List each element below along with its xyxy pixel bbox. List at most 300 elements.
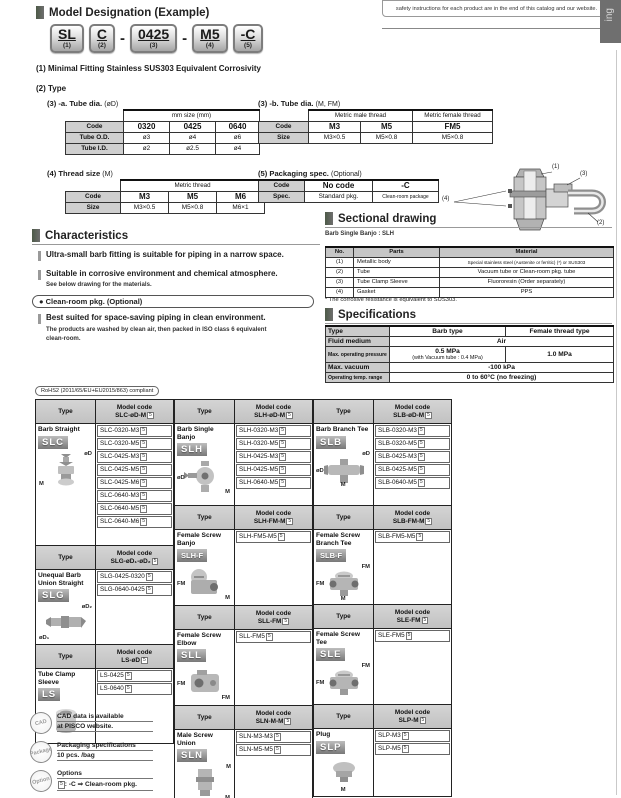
option-5-marker: 5 (421, 716, 425, 723)
section-header-row (175, 506, 312, 530)
model-code-list (96, 424, 173, 545)
port-label: M (225, 794, 230, 798)
packaging-label-bold: (5) Packaging spec. (258, 169, 329, 178)
model-code (236, 531, 311, 543)
model-code-segment (89, 24, 115, 53)
port-label: M (225, 488, 230, 495)
packaging-label (258, 169, 362, 178)
cell: Barb type (390, 326, 506, 337)
model-code-column-header (374, 506, 451, 529)
option-5-marker: 5 (288, 411, 291, 418)
model-code-text: SLC-0320-M5 (100, 440, 140, 447)
row-header: Max. operating pressure (326, 347, 390, 363)
tube-dia-b-label-bold: (3) -b. Tube dia. (258, 99, 314, 108)
model-code (97, 438, 172, 450)
model-designation-title: Model Designation (Example) (49, 6, 210, 19)
model-code-text: SLH-0425-M3 (239, 453, 279, 460)
cell: Tube Clamp Sleeve (354, 277, 440, 287)
model-code (375, 743, 450, 755)
model-code-header-label: Model code (394, 403, 431, 411)
product-type-name: Tube Clamp Sleeve (38, 671, 76, 686)
option-5-marker: 5 (143, 656, 146, 663)
characteristic-subtext: The products are washed by clean air, then packed in ISO class 6 equivalent (46, 326, 267, 333)
cell: Tube (354, 267, 440, 277)
model-code-text: SLH-0320-M3 (239, 427, 279, 434)
cell: Special stainless steel (Austenite or ferritic) (*) or SUS303 (440, 257, 614, 267)
clean-room-pill: ● Clean-room pkg. (Optional) (32, 295, 314, 308)
col-header: Parts (354, 247, 440, 257)
cad-note (30, 712, 153, 734)
product-type-cell (314, 729, 374, 796)
type-column-header: Type (314, 605, 374, 628)
option-5-marker: 5 (142, 479, 145, 485)
series-badge-sln: SLN (177, 749, 207, 762)
sectional-drawing-title: Sectional drawing (338, 212, 437, 225)
section-header-row (175, 606, 312, 630)
designation-note-2: (2) Type (36, 84, 67, 93)
barb-single-banjo-image (177, 458, 232, 496)
model-code-format: SLE-FM 5 (396, 616, 427, 624)
model-code-list (96, 570, 173, 644)
model-code-text: SLB-0320-M5 (378, 440, 417, 447)
model-code (236, 464, 311, 476)
section-header-row (175, 706, 312, 730)
section-body-row (36, 570, 173, 644)
port-label: M (226, 764, 231, 770)
cell: ø6 (216, 132, 260, 143)
model-code-text: SLC-0425-M3 (100, 453, 140, 460)
option-5-marker: 5 (142, 440, 145, 446)
model-code (97, 425, 172, 437)
characteristic-text: Suitable in corrosive environment and chemical atmosphere. (46, 269, 278, 278)
male-screw-union-image (183, 766, 227, 798)
bullet-bar (38, 314, 41, 324)
callout-1: (1) (552, 164, 560, 170)
cell: 0425 (170, 121, 216, 132)
port-label: M (39, 481, 44, 487)
cell: Standard pkg. (305, 191, 373, 202)
model-code-column-header (374, 400, 451, 423)
options-note-line2 (57, 780, 153, 791)
mm-size-header: mm size (mm) (124, 110, 260, 121)
model-code (236, 744, 311, 756)
cell: ø3 (124, 132, 170, 143)
model-table-section (314, 506, 451, 605)
cell: Female thread type (506, 326, 614, 337)
port-label: FM (316, 581, 325, 588)
option-5-marker: 5 (142, 505, 145, 511)
product-type-name: Female Screw Elbow (177, 632, 221, 647)
heading-marker (325, 212, 333, 225)
model-code (375, 464, 450, 476)
model-code-format: SLC-øD-M 5 (115, 411, 152, 419)
female-screw-banjo-image (183, 566, 227, 600)
model-code-text: SLH-0640-M5 (239, 479, 279, 486)
option-5-marker: 5 (427, 411, 430, 418)
model-table-section (36, 546, 173, 645)
model-code-text: SLB-0640-M5 (378, 479, 417, 486)
option-5-marker: 5 (275, 733, 279, 739)
cad-stamp-icon: CAD (28, 710, 55, 737)
characteristics-title: Characteristics (45, 229, 129, 242)
model-code-text: SLC-0640-M6 (100, 518, 140, 525)
model-table-section (314, 705, 451, 797)
model-code-header-label: Model code (255, 609, 292, 617)
segment-number: (1) (62, 42, 71, 49)
model-code-text: SLB-0320-M3 (378, 427, 417, 434)
product-type-cell (36, 570, 96, 644)
side-tab-label: ing (604, 8, 615, 22)
section-body-row (175, 424, 312, 505)
cad-note-line1: CAD data is available (57, 713, 153, 722)
model-code-text: LS-0425 (100, 672, 124, 679)
cell: Gasket (354, 287, 440, 297)
model-code-text: SLC-0425-M5 (100, 466, 140, 473)
cell: No code (305, 180, 373, 191)
model-code-format: SLL-FM 5 (257, 617, 288, 625)
heading-marker (36, 6, 44, 19)
section-body-row (175, 630, 312, 705)
product-type-cell (314, 530, 374, 604)
option-5-marker: 5 (279, 533, 283, 539)
packaging-note (30, 741, 153, 763)
option-5-marker: 5 (142, 453, 145, 459)
segment-number: (5) (244, 42, 252, 49)
model-code-text: SLB-FM5-M5 (378, 533, 416, 540)
option-5-marker: 5 (403, 745, 407, 751)
option-5-marker: 5 (288, 517, 292, 524)
option-5-marker: 5 (281, 440, 284, 446)
female-screw-banjo-image (177, 564, 232, 602)
model-code-text: SLC-0640-M3 (100, 492, 140, 499)
model-table-section (314, 400, 451, 506)
type-column-header: Type (314, 400, 374, 423)
option-5-marker: 5 (147, 573, 151, 579)
product-type-name: Female Screw Banjo (177, 532, 221, 547)
option-5-marker: 5 (427, 517, 431, 524)
section-header-row (314, 605, 451, 629)
model-code-format: SLN-M-M 5 (255, 717, 290, 725)
model-table-section (175, 706, 312, 798)
model-code-list (235, 630, 312, 705)
model-table-column (35, 399, 174, 744)
option-5-marker: 5 (142, 427, 145, 433)
model-code-format: SLB-øD-M 5 (393, 411, 430, 419)
option-5-marker: 5 (126, 672, 130, 678)
cell: M5 (361, 121, 413, 132)
product-type-cell (175, 730, 235, 798)
model-table-column (313, 399, 452, 797)
cell: ø4 (216, 143, 260, 154)
footer-notes (30, 712, 153, 798)
cell: Tube O.D. (66, 132, 124, 143)
packaging-note-line1: Packaging specifications (57, 742, 153, 751)
pressure-note: (with Vacuum tube : 0.4 MPa) (412, 355, 483, 361)
model-code-header-label: Model code (116, 648, 153, 656)
cell: M3×0.5 (121, 202, 169, 213)
cell: Code (66, 191, 121, 202)
side-tab (600, 0, 621, 43)
product-type-name: Unequal Barb Union Straight (38, 572, 84, 587)
option-5-marker: 5 (281, 466, 284, 472)
packaging-note-line2: 10 pcs. /bag (57, 752, 153, 761)
section-body-row (36, 424, 173, 545)
tube-dia-a-label-bold: (3) -a. Tube dia. (47, 99, 103, 108)
series-badge-slh: SLH (177, 443, 207, 456)
section-body-row (175, 530, 312, 605)
model-code-header-label: Model code (116, 549, 153, 557)
model-table-column (174, 399, 313, 798)
characteristic-subtext: See below drawing for the materials. (46, 281, 152, 288)
model-code-text: SLB-0425-M3 (378, 453, 417, 460)
option-5-marker: 5 (267, 633, 271, 639)
cell: M5 (169, 191, 217, 202)
row-header: Type (326, 326, 390, 337)
model-code-text: SLH-0320-M5 (239, 440, 279, 447)
model-code-list (374, 424, 451, 505)
model-code-list (235, 530, 312, 605)
cell: ø2.5 (170, 143, 216, 154)
section-body-row (314, 424, 451, 505)
option-5-marker: 5 (419, 466, 423, 472)
option-5-marker: 5 (419, 427, 423, 433)
bullet-bar (38, 251, 41, 261)
segment-code: C (96, 26, 108, 42)
section-header-row (36, 645, 173, 669)
heading-marker (32, 229, 40, 242)
option-5-marker: 5 (407, 632, 411, 638)
thread-size-label (47, 169, 113, 178)
model-code-column-header (235, 606, 312, 629)
cell: Fluororesin (Order separately) (440, 277, 614, 287)
model-code (236, 438, 311, 450)
specifications-table (325, 325, 614, 383)
model-code (236, 731, 311, 743)
cell: ø2 (124, 143, 170, 154)
model-code-text: SLH-0425-M5 (239, 466, 279, 473)
designation-note-1: (1) Minimal Fitting Stainless SUS303 Equivalent Corrosivity (36, 64, 261, 73)
model-code (97, 584, 172, 596)
model-code-header-label: Model code (255, 403, 292, 411)
model-code-text: LS-0640 (100, 685, 124, 692)
model-table-section (175, 506, 312, 606)
barb-single-banjo-image (183, 460, 227, 494)
cell: M5×0.8 (361, 132, 413, 143)
row-header: Operating temp. range (326, 373, 390, 383)
port-label: øD (362, 450, 370, 457)
segment-code: -C (240, 26, 256, 42)
option-5-marker: 5 (149, 411, 152, 418)
model-code (97, 503, 172, 515)
option-5-marker: 5 (418, 533, 422, 539)
thread-size-table (65, 179, 265, 214)
callout-3: (3) (580, 171, 588, 177)
model-code-header-label: Model code (255, 709, 292, 717)
cell: Code (66, 121, 124, 132)
model-code (97, 516, 172, 528)
cell: 0320 (124, 121, 170, 132)
characteristic-text: Best suited for space-saving piping in clean environment. (46, 313, 266, 322)
series-badge-ls: LS (38, 688, 60, 701)
cell: Size (259, 132, 309, 143)
port-label: FM (361, 663, 370, 669)
model-code (97, 490, 172, 502)
page-edge-rule (616, 50, 617, 795)
series-badge-slb-f: SLB-F (316, 549, 346, 562)
model-code (97, 670, 172, 682)
plug-image (316, 756, 371, 794)
product-type-cell (175, 424, 235, 505)
cell: M3 (309, 121, 361, 132)
row-header: Fluid medium (326, 337, 390, 347)
model-code-column-header (96, 645, 173, 668)
port-label: FM (221, 694, 230, 701)
model-code-text: SLC-0425-M6 (100, 479, 140, 486)
thread-size-label-bold: (4) Thread size (47, 169, 101, 178)
separator-dash: - (182, 30, 188, 47)
model-code (236, 631, 311, 643)
model-code (375, 630, 450, 642)
section-header-row (314, 400, 451, 424)
model-code-text: SLC-0640-M5 (100, 505, 140, 512)
type-column-header: Type (175, 400, 235, 423)
segment-code: M5 (200, 26, 220, 42)
option-5-marker: 5 (275, 746, 279, 752)
series-badge-slp: SLP (316, 741, 345, 754)
model-code (236, 477, 311, 489)
metric-thread-header: Metric thread (121, 180, 265, 191)
model-code-header-label: Model code (394, 509, 431, 517)
segment-code: 0425 (138, 26, 170, 42)
product-type-name: Barb Branch Tee (316, 426, 369, 433)
option-5-marker: 5 (281, 453, 284, 459)
model-code-text: SLG-0425-0320 (100, 573, 145, 580)
model-code-header-label: Model code (116, 403, 153, 411)
product-type-cell (314, 424, 374, 505)
type-column-header: Type (314, 705, 374, 728)
tube-dia-a-label (47, 99, 118, 108)
type-column-header: Type (36, 400, 96, 423)
characteristic-item (38, 313, 320, 324)
model-code-format: SLG-øD₁-øD₂ 5 (110, 557, 157, 565)
model-code-text: SLP-M5 (378, 745, 401, 752)
cell: (1) (326, 257, 354, 267)
model-code-format: SLH-FM-M 5 (253, 517, 292, 525)
col-header: Material (440, 247, 614, 257)
section-body-row (175, 730, 312, 798)
series-badge-slh-f: SLH-F (177, 549, 207, 562)
option-5-marker: 5 (153, 557, 157, 564)
product-type-name: Barb Straight (38, 426, 80, 433)
product-type-cell (175, 530, 235, 605)
model-code-list (374, 530, 451, 604)
cell: Clean-room package (373, 191, 439, 202)
option-5-marker: 5 (419, 479, 423, 485)
female-screw-tee-image (316, 663, 371, 701)
callout-4: (4) (442, 196, 450, 202)
pressure-value: 0.5 MPa (435, 348, 460, 355)
port-label: øD (177, 475, 185, 482)
unequal-barb-union-image (38, 604, 93, 642)
section-header-row (314, 705, 451, 729)
section-header-row (36, 400, 173, 424)
section-header-row (175, 400, 312, 424)
separator-dash: - (120, 30, 126, 47)
rohs-badge: RoHS2 (2011/65/EU+EU2015/863) compliant (35, 386, 159, 396)
cell: Code (259, 121, 309, 132)
port-label: øD₂ (81, 604, 92, 610)
options-note-line1: Options (57, 770, 153, 779)
model-code (236, 451, 311, 463)
option-5-marker: 5 (284, 617, 288, 624)
product-type-name: Barb Single Banjo (177, 426, 214, 441)
female-screw-elbow-image (183, 666, 227, 700)
model-code-format: SLH-øD-M 5 (254, 411, 291, 419)
female-screw-branch-tee-image (316, 564, 371, 602)
cell: M6×1 (217, 202, 265, 213)
type-column-header: Type (36, 546, 96, 569)
model-code-segment (192, 24, 227, 53)
heading-marker (325, 308, 333, 321)
model-code (375, 477, 450, 489)
series-badge-slb: SLB (316, 436, 346, 449)
model-code-header-label: Model code (394, 708, 431, 716)
option-5-marker: 5 (419, 453, 423, 459)
segment-code: SL (58, 26, 76, 42)
model-code-format: SLB-FM-M 5 (392, 517, 431, 525)
cell (390, 347, 506, 363)
cell: Size (66, 202, 121, 213)
port-label: FM (177, 681, 186, 688)
barb-straight-image (38, 451, 93, 489)
cell: M5×0.8 (169, 202, 217, 213)
model-code-text: SLH-FM5-M5 (239, 533, 277, 540)
model-code-header-label: Model code (255, 509, 292, 517)
characteristic-item (38, 269, 320, 280)
model-code-list (235, 424, 312, 505)
cell: ø4 (170, 132, 216, 143)
cell: M6 (217, 191, 265, 202)
port-label: FM (361, 564, 370, 570)
model-code (97, 477, 172, 489)
section-body-row (314, 629, 451, 704)
series-badge-sle: SLE (316, 648, 345, 661)
model-code (97, 451, 172, 463)
cell: -C (373, 180, 439, 191)
option-5-marker: 5 (142, 492, 145, 498)
cell: -100 kPa (390, 363, 614, 373)
model-code-format: SLP-M 5 (398, 716, 425, 724)
model-code-list (374, 729, 451, 796)
segment-number: (3) (149, 42, 158, 49)
female-screw-tee-image (322, 665, 366, 699)
model-code-segment (50, 24, 84, 53)
barb-straight-image (44, 453, 88, 487)
section-header-row (314, 506, 451, 530)
cad-note-line2: at PISCO website. (57, 723, 153, 732)
model-code (97, 571, 172, 583)
section-header-row (36, 546, 173, 570)
type-column-header: Type (175, 606, 235, 629)
model-code-text: SLE-FM5 (378, 632, 405, 639)
option-5-marker: 5 (126, 685, 130, 691)
model-code-text: SLB-0425-M5 (378, 466, 417, 473)
port-label: øD₁ (39, 634, 50, 641)
female-screw-elbow-image (177, 664, 232, 702)
safety-notice (382, 0, 611, 17)
product-type-name: Plug (316, 731, 331, 738)
port-label: M (340, 595, 346, 602)
